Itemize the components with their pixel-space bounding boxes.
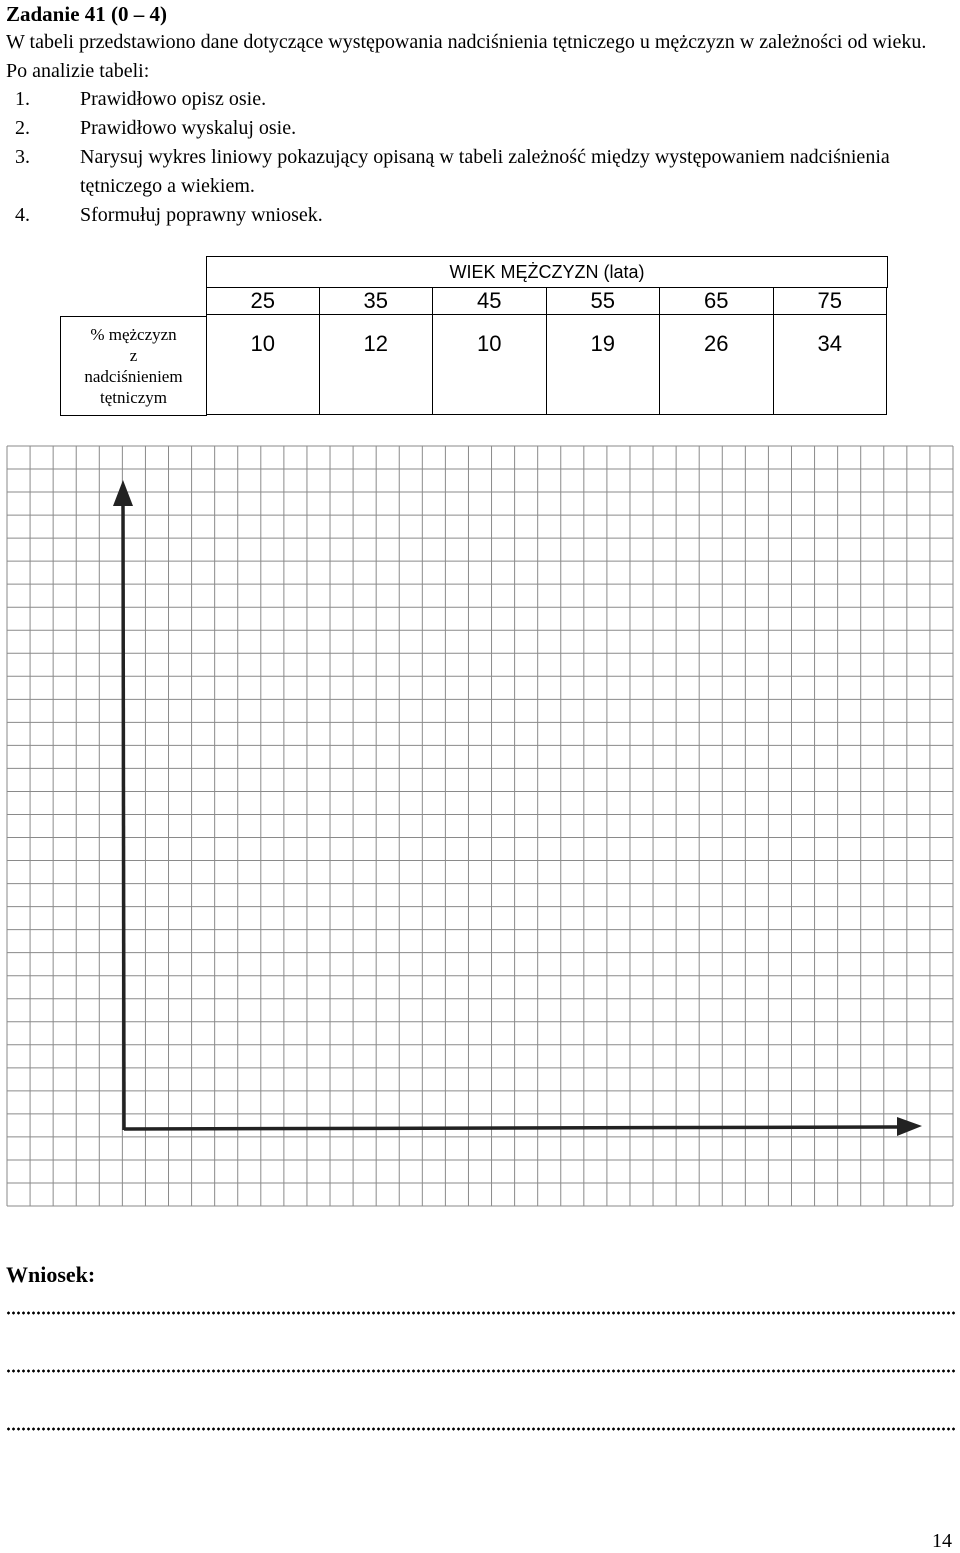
- graph-paper[interactable]: [0, 440, 960, 1210]
- task-item-number: 2.: [15, 117, 30, 139]
- answer-line[interactable]: [6, 1427, 956, 1431]
- task-item-number: 3.: [15, 146, 30, 168]
- percent-cell: 34: [774, 315, 888, 415]
- age-cell: 55: [547, 287, 661, 315]
- x-axis-arrow-icon: [897, 1117, 922, 1136]
- percent-cell: 10: [206, 315, 320, 415]
- task-item-number: 4.: [15, 204, 30, 226]
- row-label-line: tętniczym: [99, 388, 168, 407]
- answer-line[interactable]: [6, 1311, 956, 1315]
- age-cell: 65: [660, 287, 774, 315]
- percent-cell: 19: [547, 315, 661, 415]
- task-item-number: 1.: [15, 88, 30, 110]
- task-item-text: Narysuj wykres liniowy pokazujący opisaną w tabeli zależność między występowaniem nadciśnienia tętniczego a wiekiem.: [80, 146, 890, 197]
- percent-cell: 26: [660, 315, 774, 415]
- task-item: [6, 201, 946, 230]
- age-cell: 35: [320, 287, 434, 315]
- row-label-line: % mężczyzn: [90, 325, 177, 344]
- task-item-text: Prawidłowo wyskaluj osie.: [80, 117, 297, 139]
- row-label-line: z: [129, 346, 138, 365]
- task-item: [6, 143, 946, 201]
- age-cell: 45: [433, 287, 547, 315]
- task-intro: W tabeli przedstawiono dane dotyczące występowania nadciśnienia tętniczego u mężczyzn w zależności od wieku. Po analizie tabeli:: [6, 31, 927, 82]
- percent-cell: 10: [433, 315, 547, 415]
- task-item-text: Prawidłowo opisz osie.: [80, 88, 267, 110]
- age-cell: 75: [774, 287, 888, 315]
- age-cell: 25: [206, 287, 320, 315]
- table-body: [206, 287, 887, 415]
- row-label: [60, 316, 207, 416]
- task-list: [6, 85, 946, 230]
- task-title: Zadanie 41 (0 – 4): [6, 2, 168, 26]
- task-item-text: Sformułuj poprawny wniosek.: [80, 204, 323, 226]
- percent-cell: 12: [320, 315, 434, 415]
- column-header-text: WIEK MĘŻCZYZN (lata): [449, 262, 645, 282]
- x-axis-line: [124, 1127, 900, 1129]
- y-axis-arrow-icon: [113, 480, 133, 506]
- conclusion-label: Wniosek:: [6, 1262, 96, 1287]
- task-item: [6, 114, 946, 143]
- y-axis-line: [123, 500, 124, 1130]
- page-number: 14: [932, 1530, 952, 1552]
- data-table: [60, 256, 887, 416]
- row-label-line: nadciśnieniem: [84, 367, 183, 386]
- column-header: [206, 256, 888, 288]
- answer-line[interactable]: [6, 1369, 956, 1373]
- task-item: [6, 85, 946, 114]
